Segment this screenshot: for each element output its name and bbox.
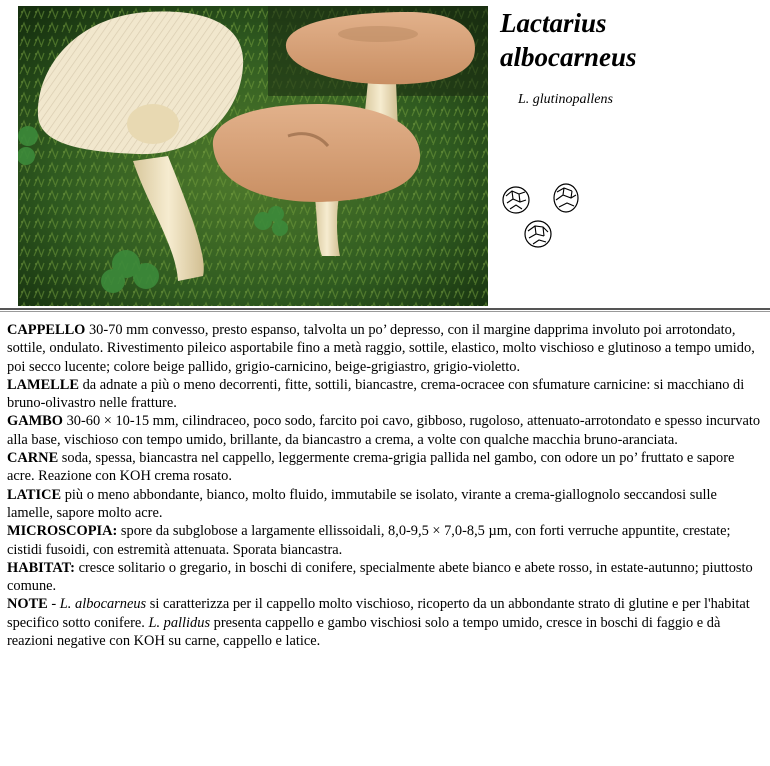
spore-drawing-3 <box>525 221 551 247</box>
spore-drawing-2 <box>554 184 578 212</box>
species-description <box>7 321 763 650</box>
section-label: GAMBO <box>7 413 63 430</box>
section-text: 30-70 mm convesso, presto espanso, talvolta un po’ depresso, con il margine dapprima involuto poi arrotondato, sottile, ondulato. Rivestimento pileico asportabile fino a metà raggio, sottile, elastico, molto vischioso e glutinoso a tempo umido, poi secco lucente; colore beige pallido, grigio-carnicino, beige-grigiastro, grigio-violetto. <box>7 322 755 375</box>
section-divider <box>0 308 770 312</box>
section-text: 30-60 × 10-15 mm, cilindraceo, poco sodo, farcito poi cavo, gibboso, rugoloso, attenuato-arrotondato e spesso incurvato alla base, vischioso con tempo umido, brillante, da biancastro a crema, a volte con qualche macchia bruno-aranciata. <box>7 413 761 448</box>
section-text: da adnate a più o meno decorrenti, fitte, sottili, biancastre, crema-ocracee con sfumature carnicine: si macchiano di bruno-olivastro nelle fratture. <box>7 376 745 412</box>
section-latice <box>7 486 763 523</box>
note-species-name: L. albocarneus <box>59 596 147 613</box>
spore-drawings <box>498 180 588 252</box>
section-text: spore da subglobose a largamente ellissoidali, 8,0-9,5 × 7,0-8,5 µm, con forti verruche appuntite, crestate; cistidi fusoidi, con estremità attenuata. Sporata biancastra. <box>7 523 731 558</box>
section-lamelle <box>7 376 763 413</box>
note-species-name: L. pallidus <box>148 614 211 631</box>
section-habitat <box>7 559 763 596</box>
species-title <box>500 6 637 74</box>
section-label: CAPPELLO <box>7 322 86 338</box>
title-epithet: albocarneus <box>500 42 637 72</box>
section-note <box>7 595 763 650</box>
species-synonym: L. glutinopallens <box>518 92 613 107</box>
section-carne <box>7 449 763 486</box>
section-label: NOTE <box>7 596 48 613</box>
note-text: presenta cappello e gambo vischiosi solo a tempo umido, cresce in boschi di faggio e dà reazioni negative con KOH su carne, cappello e latice. <box>7 614 721 650</box>
section-gambo <box>7 412 763 449</box>
section-label: HABITAT: <box>7 559 75 576</box>
mushroom-photo <box>18 6 488 306</box>
section-label: MICROSCOPIA: <box>7 523 118 540</box>
spore-drawing-1 <box>503 187 529 213</box>
section-text: cresce solitario o gregario, in boschi di conifere, specialmente abete bianco e abete rosso, in estate-autunno; piuttosto comune. <box>7 559 753 595</box>
section-label: LAMELLE <box>7 376 79 393</box>
section-cappello <box>7 321 763 376</box>
note-text: si caratterizza per il cappello molto vischioso, ricoperto da un abbondante strato di glutine e per l'habitat specifico sotto conifere. <box>7 596 750 631</box>
note-text: - <box>47 596 60 613</box>
title-genus: Lactarius <box>500 8 607 38</box>
section-microscopia <box>7 522 763 559</box>
section-text: più o meno abbondante, bianco, molto fluido, immutabile se isolato, virante a crema-giallognolo seccandosi sulle lamelle, sapore molto acre. <box>7 486 717 521</box>
mushroom-illustration <box>18 6 488 306</box>
section-label: LATICE <box>7 486 62 503</box>
section-label: CARNE <box>7 450 59 467</box>
section-text: soda, spessa, biancastra nel cappello, leggermente crema-grigia pallida nel gambo, con odore un po’ fruttato e sapore acre. Reazione con KOH crema rosato. <box>7 450 735 485</box>
